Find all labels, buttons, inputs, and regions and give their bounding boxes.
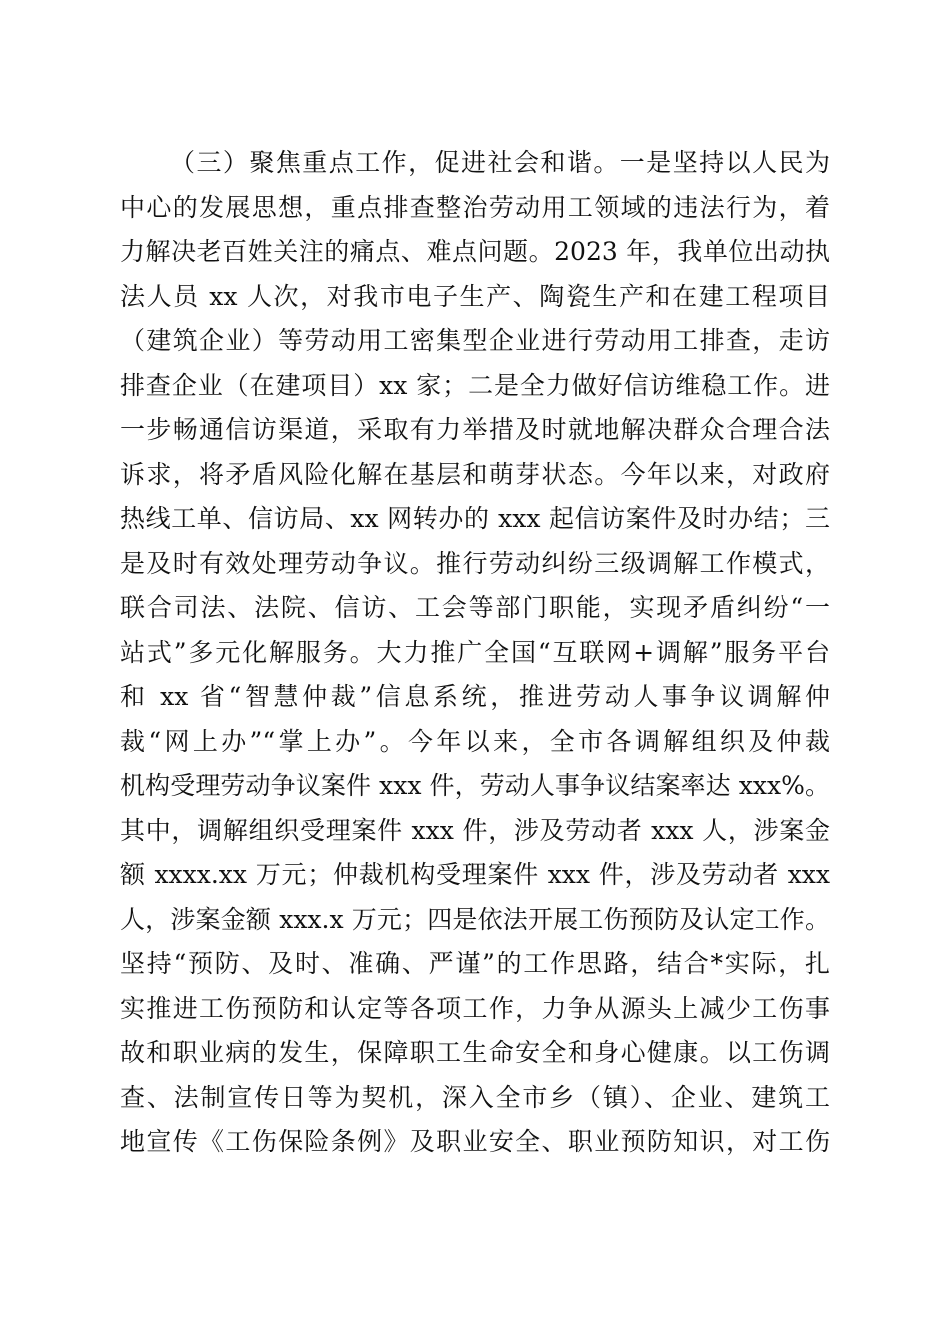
document-paragraph [120,141,830,1165]
paragraph-line: 查、法制宣传日等为契机，深入全市乡（镇）、企业、建筑工 [120,1082,830,1112]
paragraph-line: 是及时有效处理劳动争议。推行劳动纠纷三级调解工作模式， [120,548,830,578]
paragraph-line: 人，涉案金额 xxx.x 万元；四是依法开展工伤预防及认定工作。 [120,904,830,934]
paragraph-line: 其中，调解组织受理案件 xxx 件，涉及劳动者 xxx 人，涉案金 [120,815,830,845]
paragraph-line: 热线工单、信访局、xx 网转办的 xxx 起信访案件及时办结；三 [120,504,830,533]
paragraph-line: 故和职业病的发生，保障职工生命安全和身心健康。以工伤调 [120,1038,830,1067]
paragraph-line: 一步畅通信访渠道，采取有力举措及时就地解决群众合理合法 [120,415,830,444]
paragraph-line: 实推进工伤预防和认定等各项工作，力争从源头上减少工伤事 [120,993,830,1023]
paragraph-line: 排查企业（在建项目）xx 家；二是全力做好信访维稳工作。进 [120,370,830,400]
paragraph-line: 地宣传《工伤保险条例》及职业安全、职业预防知识，对工伤 [120,1127,830,1156]
paragraph-line: 裁“网上办”“掌上办”。今年以来，全市各调解组织及仲裁 [120,726,830,756]
paragraph-line: 坚持“预防、及时、准确、严谨”的工作思路，结合*实际，扎 [120,949,830,978]
paragraph-line: 机构受理劳动争议案件 xxx 件，劳动人事争议结案率达 xxx%。 [120,771,830,800]
paragraph-line: 站式”多元化解服务。大力推广全国“互联网+调解”服务平台 [120,637,830,667]
paragraph-line: 联合司法、法院、信访、工会等部门职能，实现矛盾纠纷“一 [120,593,830,622]
paragraph-line: 中心的发展思想，重点排查整治劳动用工领域的违法行为，着 [120,192,830,222]
paragraph-line: 法人员 xx 人次，对我市电子生产、陶瓷生产和在建工程项目 [120,281,830,311]
paragraph-line: （建筑企业）等劳动用工密集型企业进行劳动用工排查，走访 [120,326,830,355]
paragraph-line: 和 xx 省“智慧仲裁”信息系统，推进劳动人事争议调解仲 [120,682,830,711]
paragraph-line: 额 xxxx.xx 万元；仲裁机构受理案件 xxx 件，涉及劳动者 xxx [120,860,830,889]
paragraph-line: 力解决老百姓关注的痛点、难点问题。2023 年，我单位出动执 [120,237,830,266]
paragraph-line: 诉求，将矛盾风险化解在基层和萌芽状态。今年以来，对政府 [120,459,830,489]
paragraph-line: （三）聚焦重点工作，促进社会和谐。一是坚持以人民为 [170,148,830,177]
